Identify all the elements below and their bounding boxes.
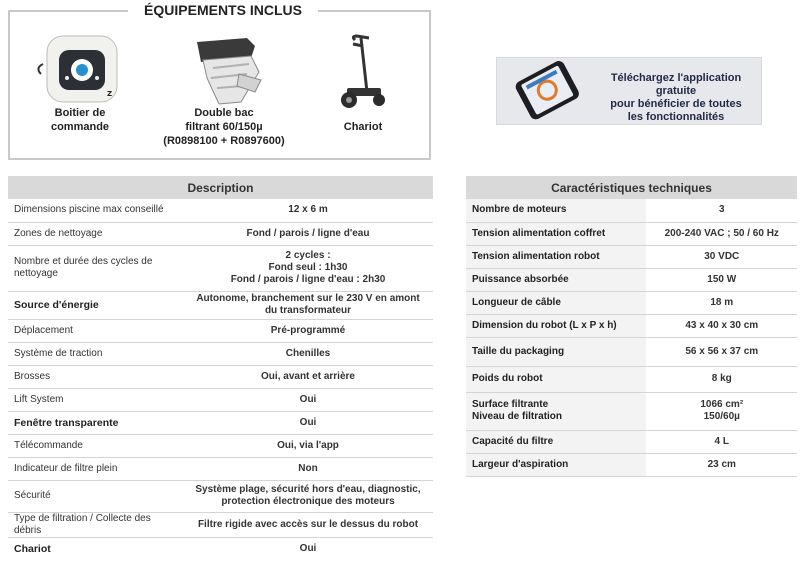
row-key: Télécommande — [8, 434, 183, 457]
table-row — [466, 453, 797, 476]
row-key: Dimensions piscine max conseillé — [8, 199, 183, 222]
row-value: Pré-programmé — [183, 319, 433, 342]
row-value: 30 VDC — [646, 245, 797, 268]
table-row — [466, 392, 797, 430]
specs-header: Caractéristiques techniques — [466, 176, 797, 199]
row-value: 1066 cm² 150/60µ — [646, 392, 797, 430]
table-row — [466, 222, 797, 245]
filter-basket-icon — [181, 28, 267, 108]
row-value: Oui — [299, 542, 317, 554]
included-equipment-panel — [8, 2, 431, 160]
row-value: Filtre rigide avec accès sur le dessus du robot — [183, 512, 433, 537]
row-value: 8 kg — [646, 366, 797, 392]
row-value: Oui — [183, 388, 433, 411]
svg-text:Z: Z — [107, 90, 113, 98]
description-header: Description — [8, 176, 433, 199]
table-row — [466, 268, 797, 291]
table-row — [8, 512, 433, 537]
row-value: 3 — [646, 199, 797, 222]
table-row — [8, 537, 433, 560]
row-value: Système plage, sécurité hors d'eau, diagnostic, protection électronique des moteurs — [183, 480, 433, 512]
row-value: 200-240 VAC ; 50 / 60 Hz — [646, 222, 797, 245]
equipment-label: Chariot — [343, 121, 383, 133]
table-row — [466, 430, 797, 453]
row-key: Longueur de câble — [466, 291, 646, 314]
row-key: Dimension du robot (L x P x h) — [466, 314, 646, 337]
table-row — [466, 199, 797, 222]
description-table — [8, 176, 433, 560]
row-value: 12 x 6 m — [183, 199, 433, 222]
table-row — [8, 222, 433, 245]
table-row — [8, 342, 433, 365]
row-key: Fenêtre transparente — [8, 411, 183, 434]
row-value: 23 cm — [646, 453, 797, 476]
row-key: Déplacement — [8, 319, 183, 342]
row-key: Brosses — [8, 365, 183, 388]
row-key: Tension alimentation robot — [466, 245, 646, 268]
row-key: Nombre de moteurs — [466, 199, 646, 222]
row-value: Non — [183, 457, 433, 480]
equipment-filter-basket — [160, 28, 288, 148]
row-key: Indicateur de filtre plein — [8, 457, 183, 480]
table-row — [466, 337, 797, 366]
row-key: Type de filtration / Collecte des débris — [8, 512, 183, 537]
row-key: Surface filtrante Niveau de filtration — [466, 392, 646, 430]
row-value: Oui, via l'app — [183, 434, 433, 457]
row-value: 2 cycles : Fond seul : 1h30 Fond / parois / ligne d'eau : 2h30 — [183, 245, 433, 291]
row-value: Oui, avant et arrière — [183, 365, 433, 388]
row-value: Fond / parois / ligne d'eau — [183, 222, 433, 245]
table-row — [8, 480, 433, 512]
equipment-trolley — [328, 34, 398, 134]
app-download-text: Téléchargez l'application gratuite pour bénéficier de toutes les fonctionnalités — [610, 72, 742, 123]
row-key: Taille du packaging — [466, 337, 646, 366]
row-key: Zones de nettoyage — [8, 222, 183, 245]
row-value: Oui — [183, 411, 433, 434]
table-row — [466, 366, 797, 392]
table-row — [8, 199, 433, 222]
row-key: Puissance absorbée — [466, 268, 646, 291]
row-key: Poids du robot — [466, 366, 646, 392]
row-value: Chenilles — [183, 342, 433, 365]
row-value: Autonome, branchement sur le 230 V en amont du transformateur — [183, 291, 433, 319]
equipment-title: ÉQUIPEMENTS INCLUS — [128, 2, 318, 18]
equipment-control-box — [34, 28, 126, 134]
row-value: 43 x 40 x 30 cm — [646, 314, 797, 337]
equipment-label: Double bac filtrant 60/150µ (R0898100 + R0897600) — [163, 107, 285, 147]
row-key: Largeur d'aspiration — [466, 453, 646, 476]
row-key: Nombre et durée des cycles de nettoyage — [8, 245, 183, 291]
row-key: Chariot — [14, 542, 51, 555]
table-row — [466, 291, 797, 314]
row-key: Capacité du filtre — [466, 430, 646, 453]
table-row — [8, 434, 433, 457]
row-key: Lift System — [8, 388, 183, 411]
equipment-label: Boitier de commande — [50, 107, 110, 133]
row-key: Système de traction — [8, 342, 183, 365]
table-row — [8, 365, 433, 388]
row-value: 56 x 56 x 37 cm — [646, 337, 797, 366]
row-key: Tension alimentation coffret — [466, 222, 646, 245]
table-row — [8, 457, 433, 480]
table-row — [8, 291, 433, 319]
specs-table — [466, 176, 797, 477]
table-row — [8, 411, 433, 434]
row-key: Sécurité — [8, 480, 183, 512]
app-download-banner — [496, 57, 762, 125]
row-value: 150 W — [646, 268, 797, 291]
table-row — [8, 319, 433, 342]
table-row — [466, 245, 797, 268]
smartphone-app-icon — [505, 60, 587, 124]
control-box-icon — [37, 28, 123, 108]
row-key: Source d'énergie — [8, 291, 183, 319]
table-row — [8, 245, 433, 291]
row-value: 4 L — [646, 430, 797, 453]
table-row — [8, 388, 433, 411]
trolley-icon — [333, 34, 393, 114]
table-row — [466, 314, 797, 337]
row-value: 18 m — [646, 291, 797, 314]
